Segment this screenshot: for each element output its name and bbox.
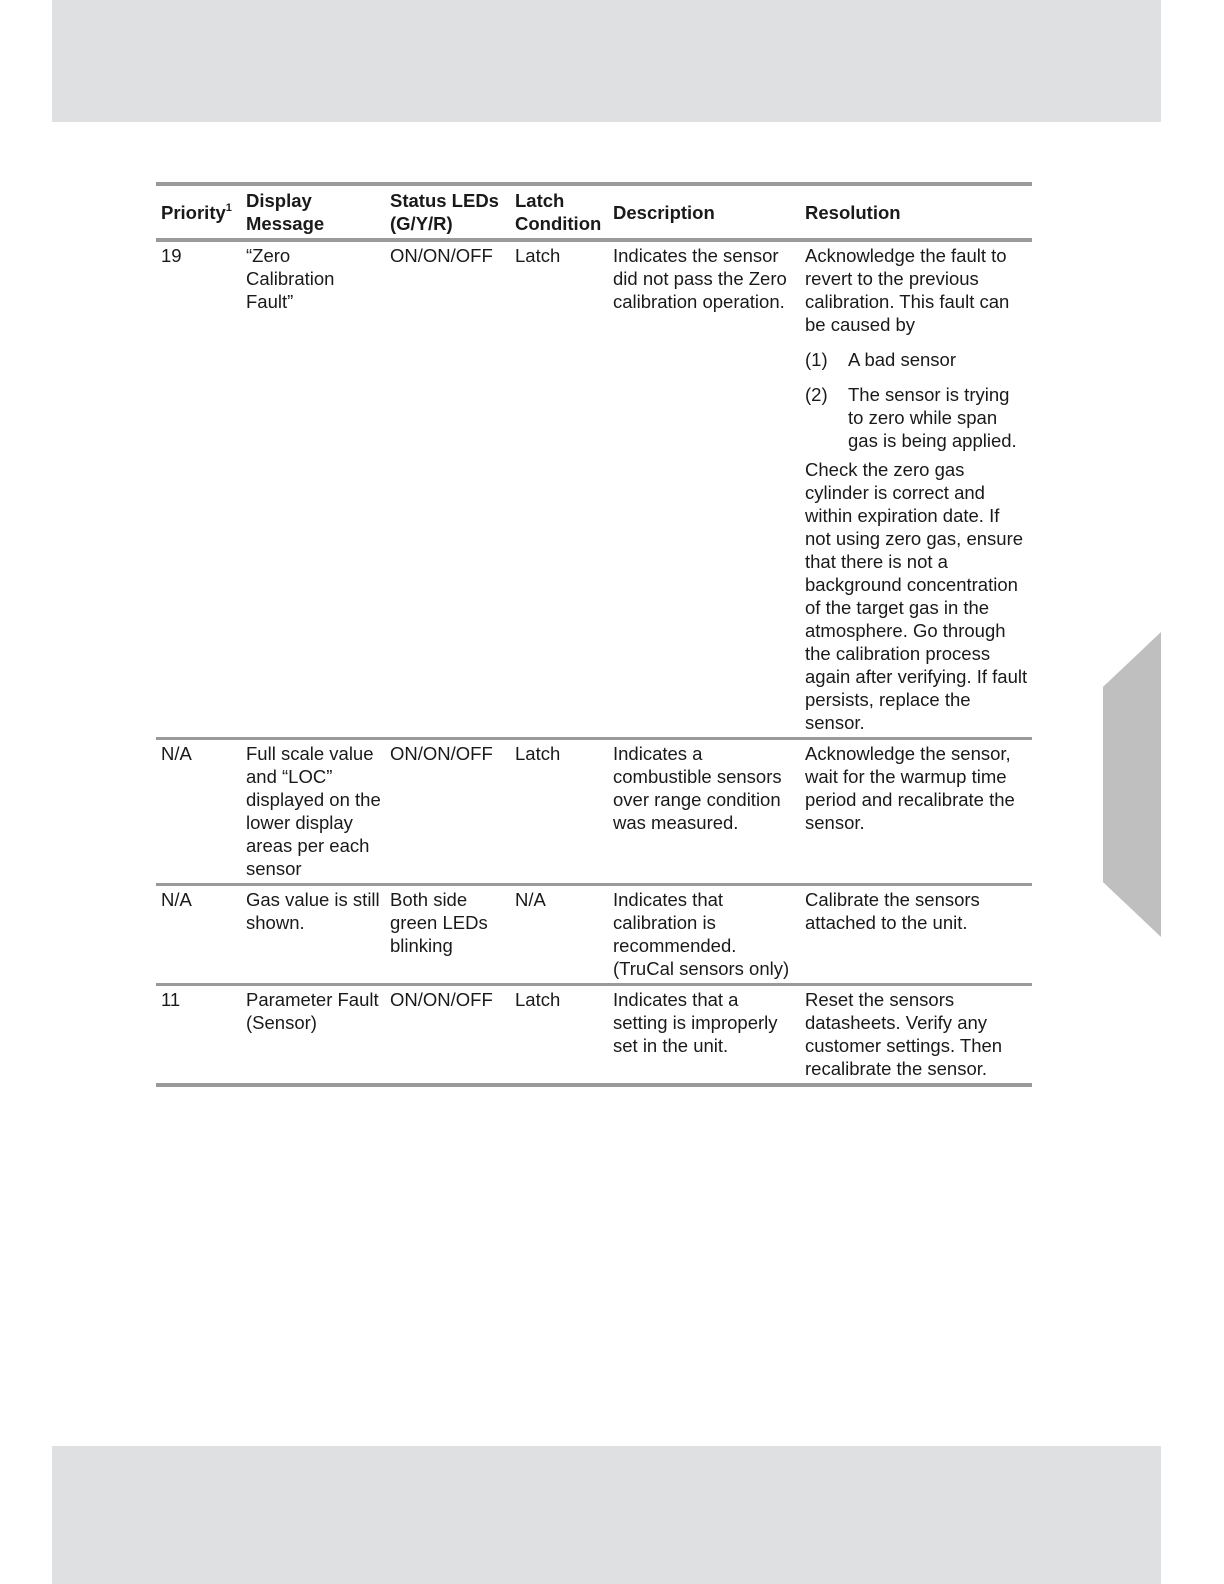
cell-priority: 11: [161, 989, 181, 1010]
cell-status-leds: ON/ON/OFF: [390, 245, 493, 266]
cell-latch: Latch: [515, 245, 561, 266]
resolution-followup: Check the zero gas cylinder is correct and within expiration date. If not using zero gas, ensure that there is not a background concentration of the target gas in the atmosphere. Go through the calibration process again after verifying. If fault persists, replace the sensor.: [805, 459, 1028, 733]
header-resolution: Resolution: [805, 201, 901, 223]
cell-priority: 19: [161, 245, 182, 266]
cell-resolution: Reset the sensors datasheets. Verify any customer settings. Then recalibrate the sensor.: [805, 989, 1003, 1079]
cell-description: Indicates that calibration is recommended. (TruCal sensors only): [613, 889, 790, 979]
chapter-side-tab: [1103, 632, 1161, 937]
cell-latch: Latch: [515, 989, 561, 1010]
cell-description: Indicates that a setting is improperly set in the unit.: [613, 989, 778, 1056]
list-item-number: (1): [805, 349, 828, 370]
header-priority-label: Priority: [161, 201, 226, 223]
cell-description: Indicates the sensor did not pass the Zero calibration operation.: [613, 245, 787, 312]
cell-priority: N/A: [161, 889, 192, 910]
cell-display-message: Full scale value and “LOC” displayed on the lower display areas per each sensor: [246, 743, 381, 879]
table-row: [156, 240, 1032, 739]
cell-status-leds: ON/ON/OFF: [390, 743, 493, 764]
cell-resolution: Calibrate the sensors attached to the unit.: [805, 889, 980, 933]
cell-priority: N/A: [161, 743, 192, 764]
cell-resolution: Acknowledge the sensor, wait for the warmup time period and recalibrate the sensor.: [805, 743, 1015, 833]
page-header-band: [52, 0, 1161, 122]
resolution-cause-list: [805, 348, 1028, 452]
cell-status-leds: ON/ON/OFF: [390, 989, 493, 1010]
header-display-message: Display Message: [246, 190, 325, 234]
cell-display-message: “Zero Calibration Fault”: [246, 245, 335, 312]
list-item-text: The sensor is trying to zero while span gas is being applied.: [848, 384, 1017, 451]
header-description: Description: [613, 201, 715, 223]
list-item-text: A bad sensor: [848, 349, 956, 370]
cell-latch: N/A: [515, 889, 546, 910]
resolution-intro: Acknowledge the fault to revert to the previous calibration. This fault can be caused by: [805, 245, 1010, 335]
table-header-row: [156, 184, 1032, 240]
page-footer-band: [52, 1446, 1161, 1584]
list-item: [805, 383, 1028, 452]
cell-status-leds: Both side green LEDs blinking: [390, 889, 488, 956]
header-priority-footnote: 1: [225, 201, 232, 214]
cell-display-message: Parameter Fault (Sensor): [246, 989, 379, 1033]
fault-table: [156, 182, 1032, 1087]
header-status-leds: Status LEDs (G/Y/R): [390, 190, 499, 234]
cell-display-message: Gas value is still shown.: [246, 889, 380, 933]
list-item-number: (2): [805, 384, 828, 405]
cell-latch: Latch: [515, 743, 561, 764]
cell-description: Indicates a combustible sensors over range condition was measured.: [613, 743, 782, 833]
table-row: [156, 885, 1032, 985]
list-item: [805, 348, 1028, 371]
table-row: [156, 985, 1032, 1086]
cell-resolution: [800, 240, 1032, 739]
header-priority: [156, 184, 241, 240]
table-row: [156, 739, 1032, 885]
header-latch-condition: Latch Condition: [515, 190, 602, 234]
